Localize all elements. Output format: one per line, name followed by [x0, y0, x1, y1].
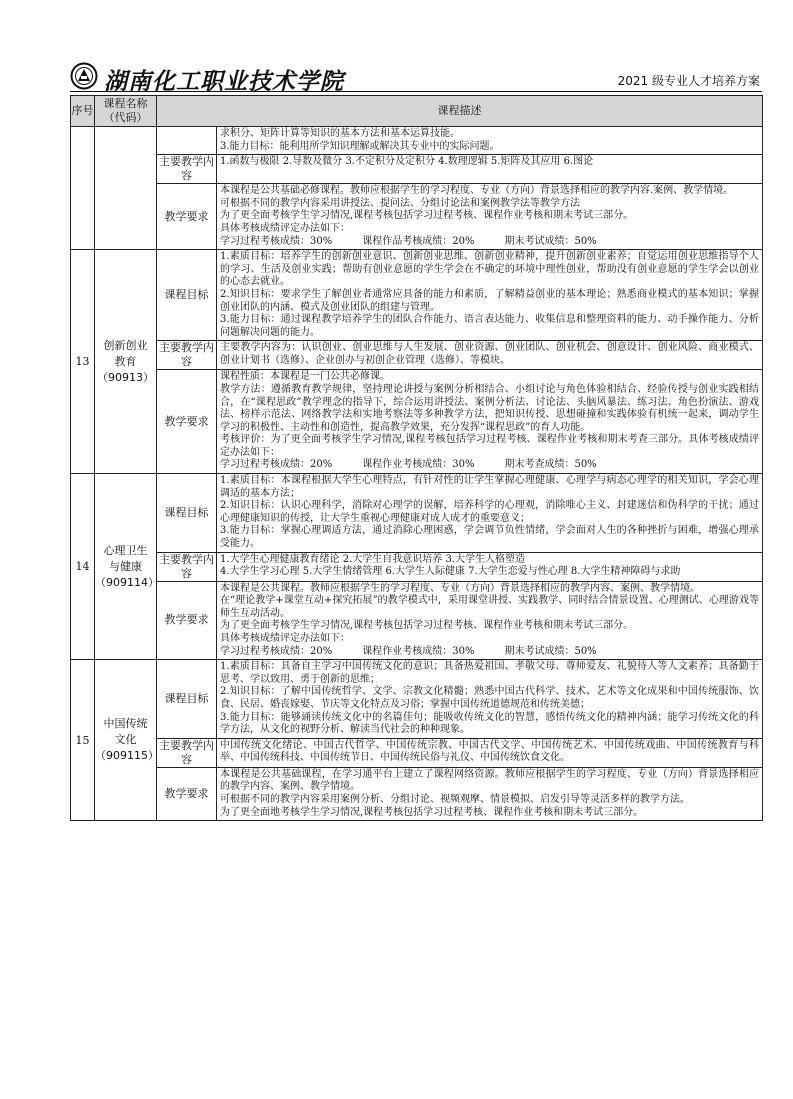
text-line: 本课程是公共基础必修课程。教师应根据学生的学习程度、专业（方向）背景选择相应的教学内容.案例、教学情境。: [220, 185, 734, 197]
goal-cell: [217, 474, 763, 553]
table-row: [71, 370, 763, 474]
table-row: [71, 184, 763, 250]
content-cell: [217, 552, 763, 581]
text-line: 1.素质目标：培养学生的创新创业意识、创新创业思维、创新创业精神，提升创新创业素养；自觉运用创业思维指导个人的学习、生活及创业实践；帮助有创业意愿的学生学会在不确定的环境中理性创业，帮助没有创业意愿的学生学会以创业的心态去就业。: [220, 251, 759, 288]
content-cell: [217, 341, 763, 370]
text-line: 3.能力目标：掌握心理调适方法，通过消除心理困惑，学会调节负性情绪，学会面对人生的各种挫折与困难，增强心理承受能力。: [220, 525, 759, 550]
goal-cell: [217, 127, 763, 155]
text-line: 2.知识目标：要求学生了解创业者通常应具备的能力和素质，了解精益创业的基本理论；熟悉商业模式的基本知识；掌握创业团队的内涵、模式及创业团队的组建与管理。: [220, 288, 759, 313]
label-cell: 主要教学内容: [157, 341, 217, 370]
table-row: [71, 738, 763, 767]
req-cell: [217, 767, 763, 820]
text-line: 学习过程考核成绩：20% 课程作业考核成绩：30% 期末考查成绩：50%: [220, 459, 597, 471]
text-line: 求积分、矩阵计算等知识的基本方法和基本运算技能。: [220, 128, 460, 139]
req-cell: [217, 184, 763, 250]
text-line: 本课程是公共课程。教师应根据学生的学习程度、专业（方向）背景选择相应的教学内容、案例、教学情境。: [220, 582, 700, 594]
table-row: [71, 767, 763, 820]
text-line: 具体考核成绩评定办法如下：: [220, 633, 350, 644]
label-cell: 教学要求: [157, 184, 217, 250]
label-cell: 课程目标: [157, 250, 217, 341]
text-line: 1.大学生心理健康教育绪论 2.大学生自我意识培养 3.大学生人格塑造: [220, 553, 525, 565]
goal-cell: [217, 250, 763, 341]
text-line: 为了更全面考核学生学习情况,课程考核包括学习过程考核、课程作业考核和期末考试三部分。: [220, 210, 634, 222]
text-line: 具体考核成绩评定办法如下：: [220, 222, 350, 234]
text-line: 3.能力目标：能利用所学知识理解或解决其专业中的实际问题。: [220, 140, 500, 152]
text-line: 1.函数与极限 2.导数及微分 3.不定积分及定积分 4.数理逻辑 5.矩阵及其应用 6.图论: [220, 156, 594, 168]
school-logo-icon: [70, 62, 98, 90]
text-line: 可根据不同的教学内容采用案例分析、分组讨论、视频观摩、情景模拟、启发引导等灵活多样的教学方法。: [220, 793, 690, 805]
course-name-line: 心理卫生: [103, 543, 148, 557]
header-desc: 课程描述: [157, 96, 763, 127]
label-cell: 课程目标: [157, 474, 217, 553]
text-line: 在“理论教学+课堂互动+探究拓展”的教学模式中，采用课堂讲授、实践教学、同时结合情景设置、心理测试、心理游戏等师生互动活动。: [220, 595, 759, 619]
label-cell: 教学要求: [157, 581, 217, 660]
text-line: 1.素质目标：本课程根据大学生心理特点，有针对性的让学生掌握心理健康、心理学与病态心理学的相关知识，学会心理调适的基本方法；: [220, 475, 759, 499]
course-code: （909114）: [95, 575, 159, 589]
label-cell: 主要教学内容: [157, 552, 217, 581]
label-cell: 主要教学内容: [157, 155, 217, 184]
course-name-line: 中国传统: [103, 717, 148, 731]
text-line: 3.能力目标：通过课程教学培养学生的团队合作能力、语言表达能力、收集信息和整理资料的能力、动手操作能力、分析问题解决问题的能力。: [220, 314, 759, 338]
text-line: 2.知识目标：认识心理科学，消除对心理学的误解，培养科学的心理观，消除唯心主义、封建迷信和伪科学的干扰；通过心理健康知识的传授，让大学生重视心理健康对成人成才的重要意义；: [220, 500, 759, 524]
req-cell: [217, 581, 763, 660]
table-row: [71, 552, 763, 581]
text-line: 中国传统文化绪论、中国古代哲学、中国传统宗教、中国古代文学、中国传统艺术、中国传统戏曲、中国传统教育与科举、中国传统科技、中国传统节日、中国传统民俗与礼仪、中国传统饮食文化。: [220, 739, 759, 764]
label-cell: [157, 127, 217, 155]
school-name: 湖南化工职业技术学院: [104, 68, 344, 95]
text-line: 为了更全面考核学生学习情况,课程考核包括学习过程考核、课程作业考核和期末考试三部分。: [220, 620, 634, 632]
course-name-line: 创新创业: [103, 338, 148, 352]
text-line: 1.素质目标：具备自主学习中国传统文化的意识；具备热爱祖国、孝敬父母、尊师爱友、礼貌待人等人文素养；具备勤于思考、学以致用、勇于创新的思维；: [220, 661, 759, 685]
text-line: 主要教学内容为：认识创业、创业思维与人生发展、创业资源、创业团队、创业机会、创意设计、创业风险、商业模式、创业计划书（选修）、企业创办与初创企业管理（选修）、等模块。: [220, 342, 759, 366]
text-line: 为了更全面地考核学生学习情况,课程考核包括学习过程考核、课程作业考核和期末考试三部分。: [220, 806, 644, 818]
course-name-line: 文化: [114, 733, 137, 747]
label-cell: 教学要求: [157, 370, 217, 474]
seq-cell: [71, 127, 95, 250]
seq-cell: 13: [71, 250, 95, 474]
name-cell: [95, 660, 157, 821]
goal-cell: [217, 660, 763, 739]
seq-cell: 15: [71, 660, 95, 821]
text-line: 课程性质：本课程是一门公共必修课。: [220, 371, 390, 383]
name-cell: [95, 127, 157, 250]
table-row: [71, 250, 763, 341]
text-line: 4.大学生学习心理 5.大学生情绪管理 6.大学生人际健康 7.大学生恋爱与性心理 8.大学生精神障碍与求助: [220, 566, 681, 578]
text-line: 学习过程考核成绩：20% 课程作业考核成绩：30% 期末考试成绩：50%: [220, 645, 597, 657]
course-code: （909115）: [95, 749, 159, 763]
text-line: 教学方法：遵循教育教学规律，坚持理论讲授与案例分析相结合、小组讨论与角色体验相结合、经验传授与创业实践相结合，在“课程思政”教学理念的指导下，综合运用讲授法、案例分析法、讨论法、头脑风暴法、练习法、角色扮演法、游戏法、榜样示范法、网络教学法和实地考察法等多种教学方法，把知识传授、思想碰撞和实践体验有机统一起来，调动学生学习的积极性、主动性和创造性，提高教学效果，充分发挥“课程思政”的育人功能。: [220, 383, 759, 433]
plan-title: 2021 级专业人才培养方案: [617, 74, 760, 88]
seq-cell: 14: [71, 474, 95, 660]
course-name-line: 教育: [114, 354, 137, 368]
header-seq: 序号: [71, 96, 95, 127]
req-cell: [217, 370, 763, 474]
text-line: 学习过程考核成绩：30% 课程作品考核成绩：20% 期末考试成绩：50%: [220, 235, 597, 247]
course-name-line: 与健康: [109, 559, 142, 573]
label-cell: 主要教学内容: [157, 738, 217, 767]
text-line: 2.知识目标：了解中国传统哲学、文学、宗教文化精髓；熟悉中国古代科学、技术、艺术等文化成果和中国传统服饰、饮食、民居、婚丧嫁娶、节庆等文化特点及习俗；掌握中国传统道德规范和传统美德；: [220, 686, 759, 710]
text-line: 可根据不同的教学内容采用讲授法、提问法、分组讨论法和案例教学法等教学方法: [220, 197, 580, 209]
table-header-row: [71, 96, 763, 127]
name-cell: [95, 250, 157, 474]
course-table: [70, 95, 763, 821]
content-cell: [217, 155, 763, 184]
header-rule: [70, 91, 762, 92]
content-cell: [217, 738, 763, 767]
text-line: 考核评价：为了更全面考核学生学习情况,课程考核包括学习过程考核、课程作业考核和期末考查三部分。具体考核成绩评定办法如下：: [220, 434, 759, 458]
course-code: （90913）: [97, 370, 154, 384]
text-line: 3.能力目标：能够诵读传统文化中的名篇佳句；能吸收传统文化的智慧，感悟传统文化的精神内涵；能学习传统文化的科学方法，从文化的视野分析、解读当代社会的种种现象。: [220, 711, 759, 736]
text-line: 本课程是公共基础课程，在学习通平台上建立了课程网络资源。教师应根据学生的学习程度、专业（方向）背景选择相应的教学内容、案例、教学情境。: [220, 768, 759, 793]
table-row: [71, 127, 763, 155]
label-cell: 教学要求: [157, 767, 217, 820]
table-row: [71, 155, 763, 184]
table-row: [71, 474, 763, 553]
name-cell: [95, 474, 157, 660]
table-row: [71, 581, 763, 660]
table-row: [71, 660, 763, 739]
label-cell: 课程目标: [157, 660, 217, 739]
page-header: [70, 62, 762, 95]
table-row: [71, 341, 763, 370]
header-name: 课程名称（代码）: [95, 96, 157, 127]
